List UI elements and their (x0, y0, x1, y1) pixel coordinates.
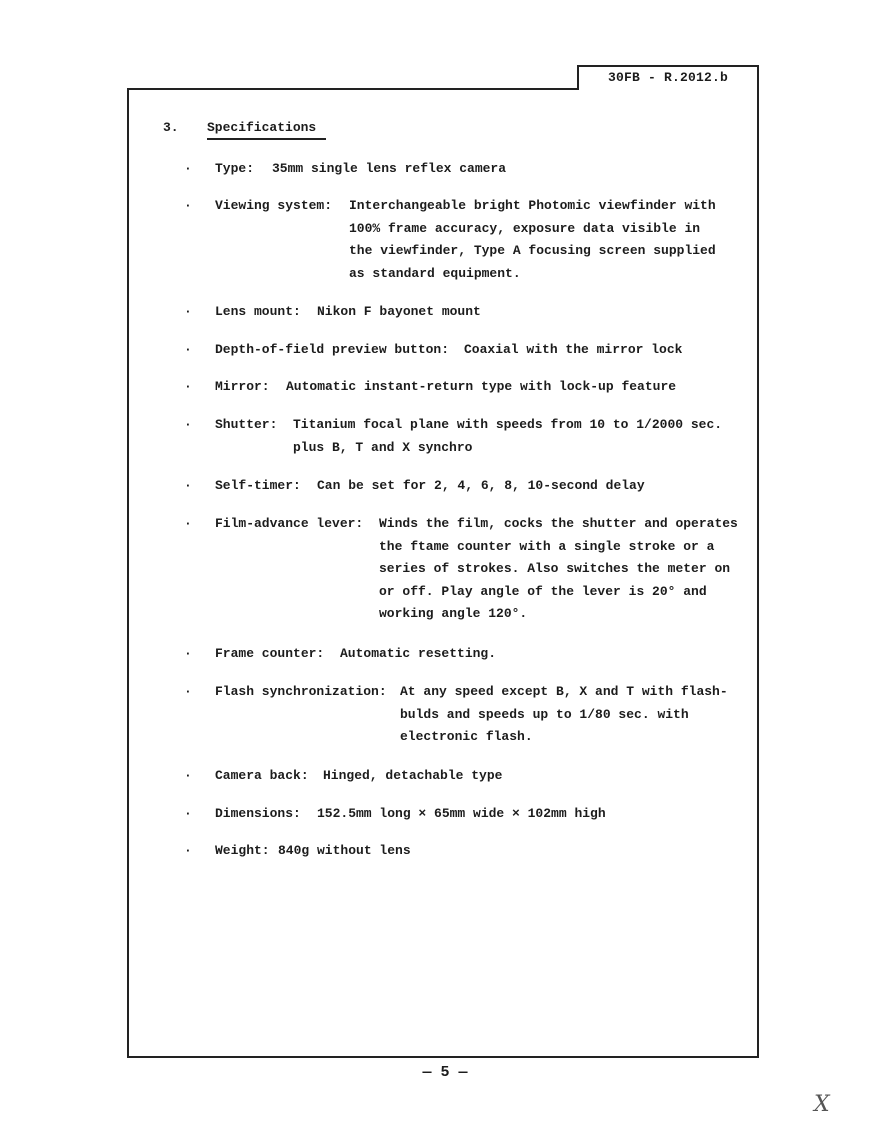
section-heading (163, 120, 326, 140)
spec-label: Weight: (215, 843, 270, 858)
spec-label: Flash synchronization: (215, 684, 387, 699)
spec-label: Depth-of-field preview button: (215, 342, 450, 357)
section-title: Specifications (207, 120, 326, 140)
spec-value: Can be set for 2, 4, 6, 8, 10-second delay (317, 478, 645, 493)
document-code: 30FB - R.2012.b (577, 65, 759, 90)
spec-label: Mirror: (215, 379, 270, 394)
spec-value: At any speed except B, X and T with flash- bulds and speeds up to 1/80 sec. with electronic flash. (400, 684, 728, 744)
spec-label: Film-advance lever: (215, 516, 364, 531)
spec-value: 35mm single lens reflex camera (272, 161, 507, 176)
spec-label: Shutter: (215, 417, 278, 432)
spec-value: Automatic resetting. (340, 646, 497, 661)
spec-value: 152.5mm long × 65mm wide × 102mm high (317, 806, 606, 821)
spec-label: Self-timer: (215, 478, 301, 493)
spec-label: Frame counter: (215, 646, 325, 661)
spec-value: Coaxial with the mirror lock (464, 342, 683, 357)
spec-value: Titanium focal plane with speeds from 10 to 1/2000 sec. plus B, T and X synchro (293, 417, 723, 455)
spec-value: Winds the film, cocks the shutter and operates the ftame counter with a single stroke or a series of strokes. Also switches the meter on or off. Play angle of the lever is 20° and working angle 120°. (379, 516, 738, 621)
spec-value: 840g without lens (278, 843, 411, 858)
spec-label: Dimensions: (215, 806, 301, 821)
spec-value: Nikon F bayonet mount (317, 304, 481, 319)
section-number: 3. (163, 120, 179, 135)
spec-value: Hinged, detachable type (323, 768, 503, 783)
handwritten-margin-mark: X (814, 1092, 830, 1117)
spec-label: Viewing system: (215, 198, 333, 213)
spec-value: Automatic instant-return type with lock-up feature (286, 379, 677, 394)
spec-label: Type: (215, 161, 255, 176)
spec-label: Lens mount: (215, 304, 301, 319)
page-number: — 5 — (422, 1064, 468, 1081)
spec-label: Camera back: (215, 768, 309, 783)
spec-value: Interchangeable bright Photomic viewfinder with 100% frame accuracy, exposure data visible in the viewfinder, Type A focusing screen supplied as standard equipment. (349, 198, 716, 281)
